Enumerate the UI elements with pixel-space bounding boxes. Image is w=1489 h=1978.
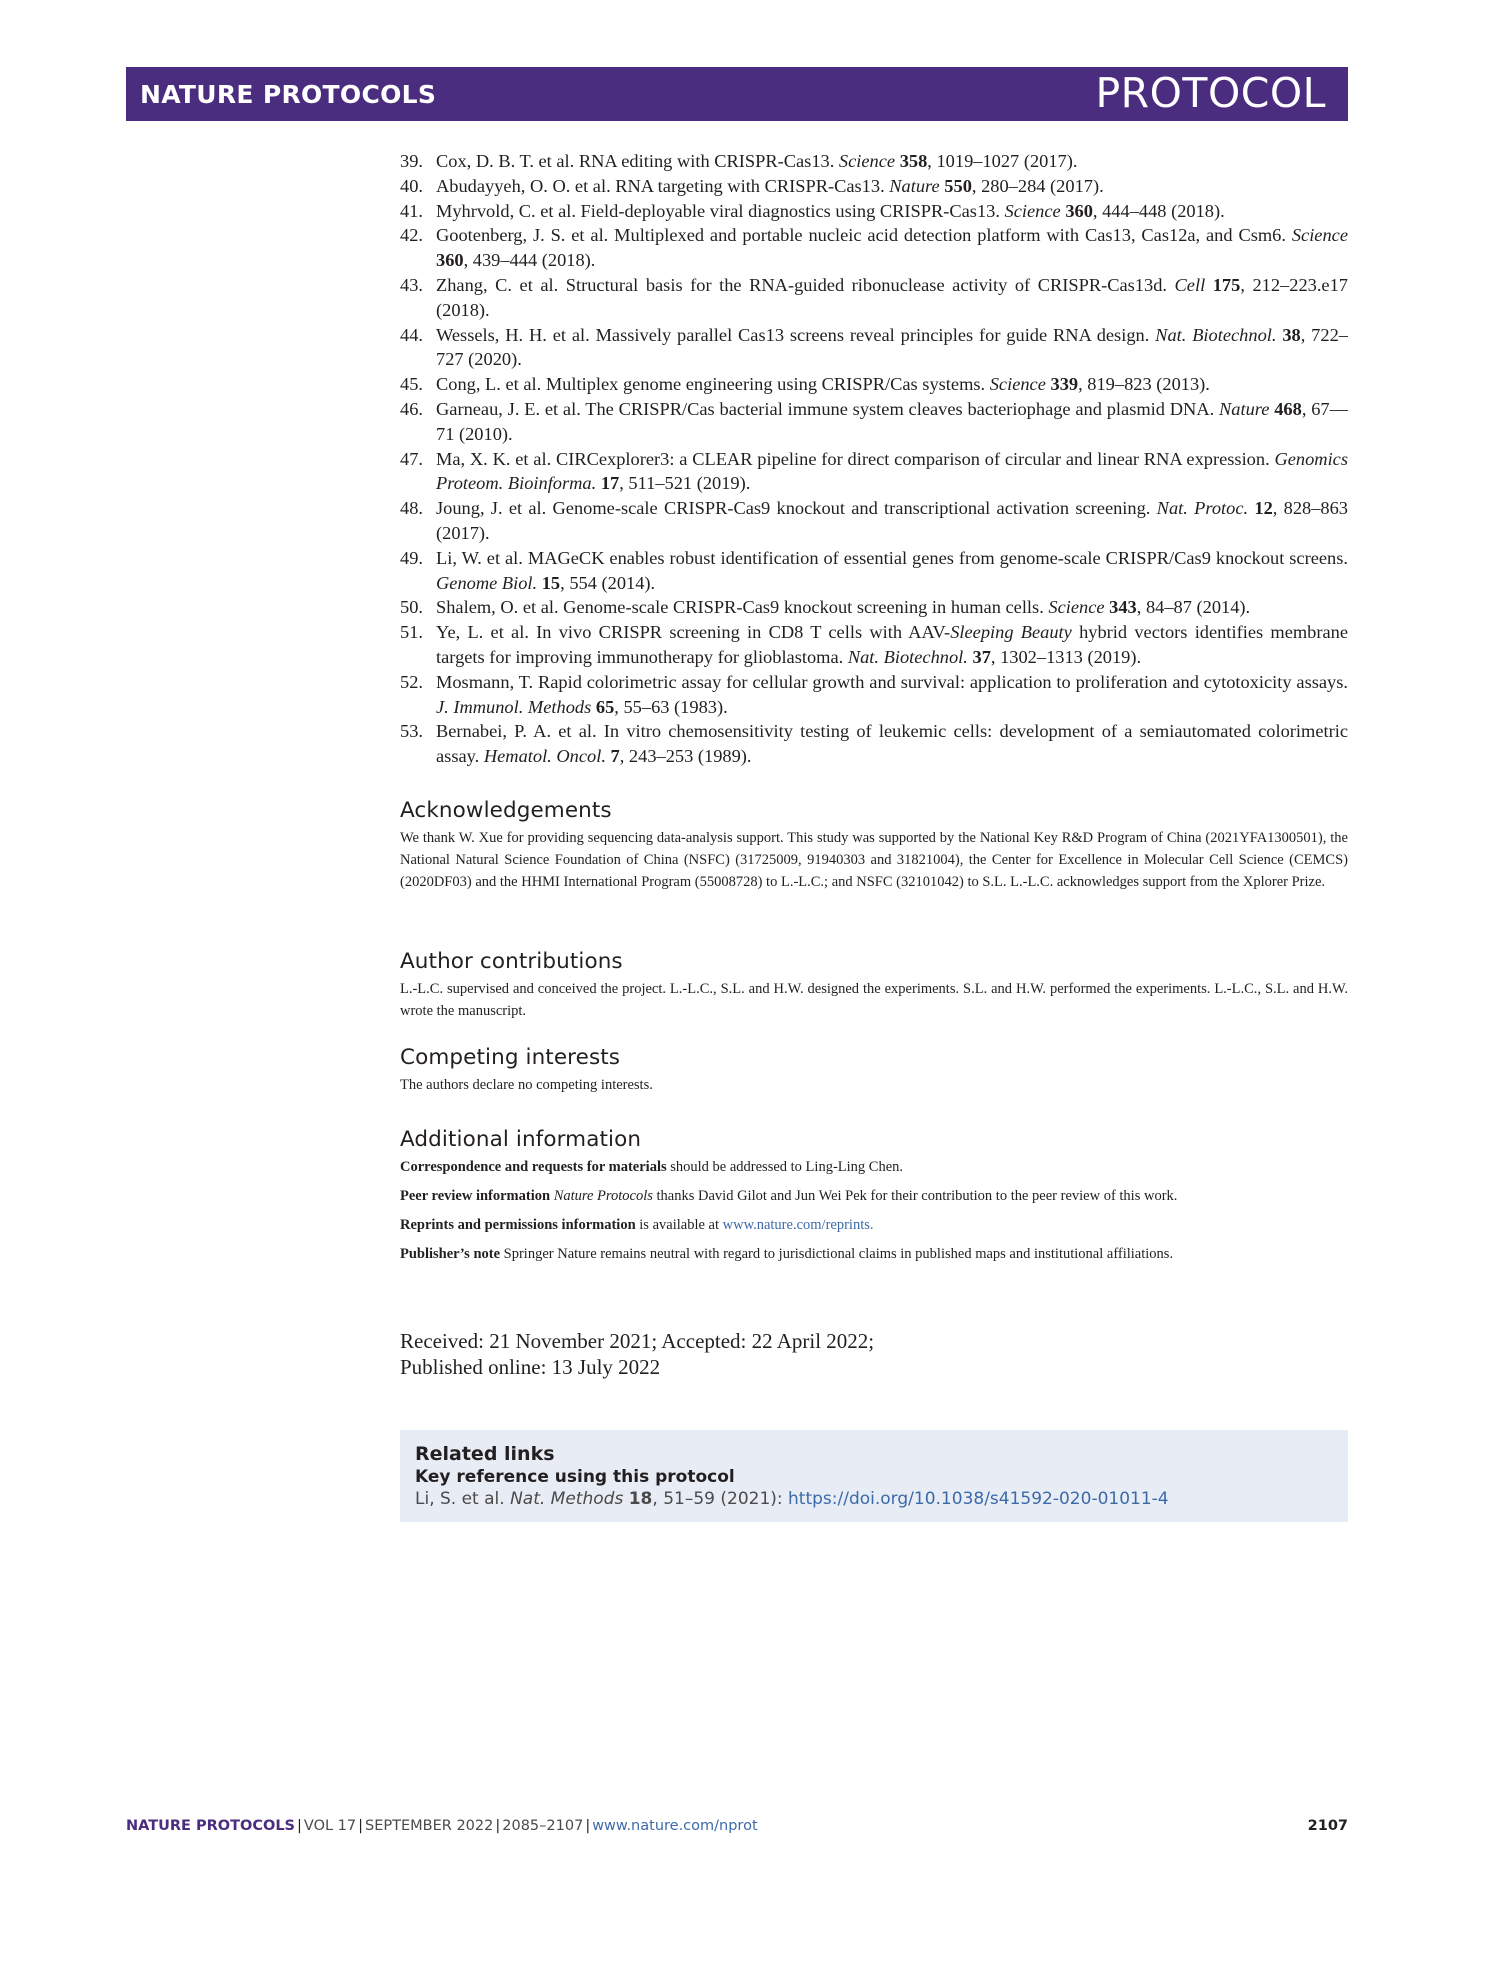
acknowledgements-section — [400, 798, 1348, 893]
author-contributions-heading: Author contributions — [400, 949, 623, 974]
reference-item: 52. Mosmann, T. Rapid colorimetric assay for cellular growth and survival: application to proliferation and cytotoxicity assays. J. Immunol. Methods 65, 55–63 (1983). — [400, 671, 1348, 717]
footer-journal-name: NATURE PROTOCOLS — [126, 1818, 296, 1834]
page-number: 2107 — [1307, 1818, 1348, 1834]
footer-pages: 2085–2107 — [502, 1818, 584, 1834]
reference-item: 40. Abudayyeh, O. O. et al. RNA targeting with CRISPR-Cas13. Nature 550, 280–284 (2017). — [400, 175, 1104, 196]
reference-item: 42. Gootenberg, J. S. et al. Multiplexed and portable nucleic acid detection platform with Cas13, Cas12a, and Csm6. Science 360, 439–444 (2018). — [400, 225, 1348, 271]
page-header — [126, 67, 1348, 121]
acknowledgements-text: We thank W. Xue for providing sequencing data-analysis support. This study was supported by the National Key R&D Program of China (2021YFA1300501), the National Natural Science Foundation of China (NSFC) (31725009, 91940303 and 31821004), the Center for Excellence in Molecular Cell Science (CEMCS) (2020DF03) and the HHMI International Program (55008728) to L.-L.C.; and NSFC (32101042) to S.L. L.-L.C. acknowledges support from the Xplorer Prize. — [400, 830, 1348, 890]
reference-item: 48. Joung, J. et al. Genome-scale CRISPR-Cas9 knockout and transcriptional activation screening. Nat. Protoc. 12, 828–863 (2017). — [400, 498, 1349, 543]
reprints-line: Reprints and permissions information is available at www.nature.com/reprints. — [400, 1217, 874, 1233]
footer-volume: VOL 17 — [303, 1818, 357, 1834]
footer-date: SEPTEMBER 2022 — [365, 1818, 494, 1834]
author-contributions-text: L.-L.C. supervised and conceived the project. L.-L.C., S.L. and H.W. designed the experiments. S.L. and H.W. performed the experiments. L.-L.C., S.L. and H.W. wrote the manuscript. — [400, 981, 1348, 1019]
published-online-date: Published online: 13 July 2022 — [400, 1355, 661, 1379]
related-links-box — [400, 1430, 1348, 1522]
additional-information-heading: Additional information — [400, 1127, 642, 1152]
header-journal-name: NATURE PROTOCOLS — [140, 80, 437, 109]
reference-item: 41. Myhrvold, C. et al. Field-deployable viral diagnostics using CRISPR-Cas13. Science 360, 444–448 (2018). — [400, 200, 1225, 221]
publication-dates — [400, 1328, 874, 1380]
author-contributions-section — [400, 949, 1348, 1022]
reference-item: 47. Ma, X. K. et al. CIRCexplorer3: a CLEAR pipeline for direct comparison of circular and linear RNA expression. Genomics Proteom. Bioinforma. 17, 511–521 (2019). — [400, 448, 1348, 494]
related-reference: Li, S. et al. Nat. Methods 18, 51–59 (2021): https://doi.org/10.1038/s41592-020-01011-4 — [415, 1489, 1169, 1509]
reference-item: 53. Bernabei, P. A. et al. In vitro chemosensitivity testing of leukemic cells: development of a semiautomated colorimetric assay. Hematol. Oncol. 7, 243–253 (1989). — [400, 721, 1348, 767]
reference-item: 51. Ye, L. et al. In vivo CRISPR screening in CD8 T cells with AAV-Sleeping Beauty hybrid vectors identifies membrane targets for improving immunotherapy for glioblastoma. Nat. Biotechnol. 37, 1302–1313 (2019). — [400, 622, 1348, 667]
received-accepted-dates: Received: 21 November 2021; Accepted: 22 April 2022; — [400, 1329, 875, 1353]
reference-item: 45. Cong, L. et al. Multiplex genome engineering using CRISPR/Cas systems. Science 339, 819–823 (2013). — [400, 374, 1210, 395]
reference-item: 43. Zhang, C. et al. Structural basis for the RNA-guided ribonuclease activity of CRISPR-Cas13d. Cell 175, 212–223.e17 (2018). — [400, 274, 1348, 320]
reference-item: 46. Garneau, J. E. et al. The CRISPR/Cas bacterial immune system cleaves bacteriophage and plasmid DNA. Nature 468, 67––71 (2010). — [400, 398, 1348, 444]
publisher-note-line: Publisher’s note Springer Nature remains neutral with regard to jurisdictional claims in published maps and institutional affiliations. — [400, 1246, 1174, 1262]
reprints-link[interactable]: www.nature.com/reprints. — [722, 1217, 874, 1233]
page-footer: NATURE PROTOCOLS | VOL 17 | SEPTEMBER 2022 | 2085–2107 | www.nature.com/nprot 2107 — [126, 1818, 1348, 1834]
peer-review-line: Peer review information Nature Protocols thanks David Gilot and Jun Wei Pek for their contribution to the peer review of this work. — [400, 1188, 1178, 1204]
reference-item: 49. Li, W. et al. MAGeCK enables robust identification of essential genes from genome-scale CRISPR/Cas9 knockout screens. Genome Biol. 15, 554 (2014). — [400, 547, 1348, 593]
reference-list — [400, 149, 1348, 769]
header-article-type: PROTOCOL — [1095, 69, 1326, 117]
related-links-subtitle: Key reference using this protocol — [415, 1467, 735, 1487]
doi-link[interactable]: https://doi.org/10.1038/s41592-020-01011-4 — [788, 1489, 1169, 1509]
reference-item: 39. Cox, D. B. T. et al. RNA editing with CRISPR-Cas13. Science 358, 1019–1027 (2017). — [400, 151, 1078, 171]
reference-item: 50. Shalem, O. et al. Genome-scale CRISPR-Cas9 knockout screening in human cells. Science 343, 84–87 (2014). — [400, 597, 1251, 618]
additional-information-section — [400, 1127, 1348, 1272]
footer-journal-link[interactable]: www.nature.com/nprot — [592, 1818, 758, 1834]
reference-item: 44. Wessels, H. H. et al. Massively parallel Cas13 screens reveal principles for guide RNA design. Nat. Biotechnol. 38, 722–727 (2020). — [400, 324, 1348, 370]
competing-interests-text: The authors declare no competing interests. — [400, 1077, 653, 1093]
acknowledgements-heading: Acknowledgements — [400, 798, 612, 823]
related-links-title: Related links — [415, 1443, 555, 1465]
correspondence-line: Correspondence and requests for materials should be addressed to Ling-Ling Chen. — [400, 1159, 904, 1175]
competing-interests-heading: Competing interests — [400, 1045, 621, 1070]
competing-interests-section — [400, 1045, 1348, 1096]
